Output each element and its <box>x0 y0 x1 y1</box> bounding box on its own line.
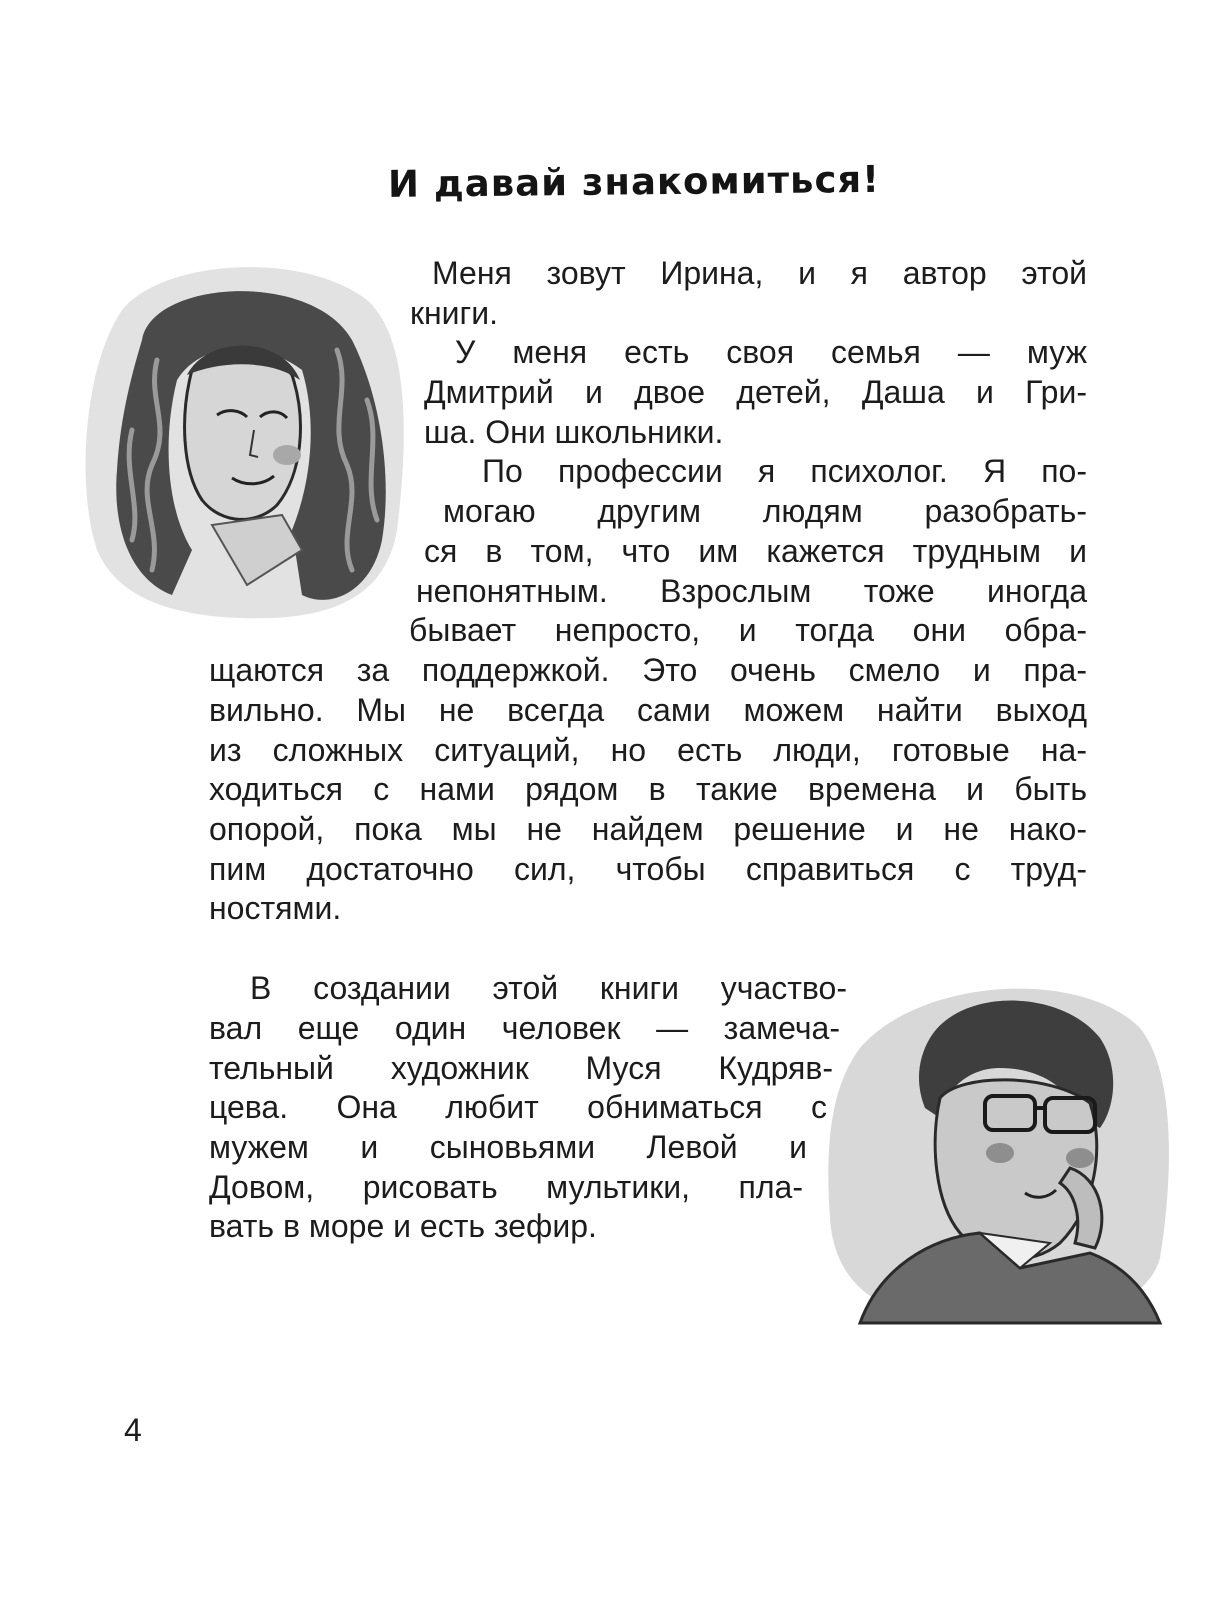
paragraph-3-line: могаю другим людям разобрать- <box>443 493 1087 529</box>
paragraph-3-line: ностями. <box>209 890 342 926</box>
paragraph-3-line: бывает непросто, и тогда они обра- <box>409 612 1087 648</box>
paragraph-4-line: тельный художник Муся Кудряв- <box>209 1050 833 1086</box>
paragraph-1-line: книги. <box>410 295 498 331</box>
paragraph-2-line: Дмитрий и двое детей, Даша и Гри- <box>424 374 1087 410</box>
paragraph-3-line: пим достаточно сил, чтобы справиться с труд- <box>209 851 1087 887</box>
paragraph-3-line: ся в том, что им кажется трудным и <box>424 533 1087 569</box>
paragraph-3-line: По профессии я психолог. Я по- <box>482 453 1087 489</box>
page-title: И давай знакомиться! <box>387 157 881 206</box>
paragraph-3-line: опорой, пока мы не найдем решение и не нако- <box>209 811 1087 847</box>
paragraph-2-line: У меня есть своя семья — муж <box>455 334 1087 370</box>
page-number: 4 <box>124 1412 142 1448</box>
paragraph-4-line: вал еще один человек — замеча- <box>209 1010 840 1046</box>
paragraph-3-line: ходиться с нами рядом в такие времена и быть <box>209 771 1087 807</box>
paragraph-4-line: вать в море и есть зефир. <box>209 1208 597 1244</box>
paragraph-4-line: мужем и сыновьями Левой и <box>209 1129 807 1165</box>
paragraph-3-line: щаются за поддержкой. Это очень смело и пра- <box>209 652 1087 688</box>
paragraph-1-line: Меня зовут Ирина, и я автор этой <box>432 255 1087 291</box>
paragraph-2-line: ша. Они школьники. <box>424 414 724 450</box>
paragraph-3-line: вильно. Мы не всегда сами можем найти выход <box>209 692 1087 728</box>
paragraph-4-line: В создании этой книги участво- <box>250 970 847 1006</box>
paragraph-4-line: Довом, рисовать мультики, пла- <box>209 1169 803 1205</box>
paragraph-3-line: непонятным. Взрослым тоже иногда <box>416 573 1087 609</box>
author-portrait-illustration <box>82 250 412 620</box>
paragraph-3-line: из сложных ситуаций, но есть люди, готовые на- <box>209 732 1087 768</box>
paragraph-4-line: цева. Она любит обниматься с <box>209 1089 827 1125</box>
illustrator-portrait-illustration <box>820 968 1175 1328</box>
